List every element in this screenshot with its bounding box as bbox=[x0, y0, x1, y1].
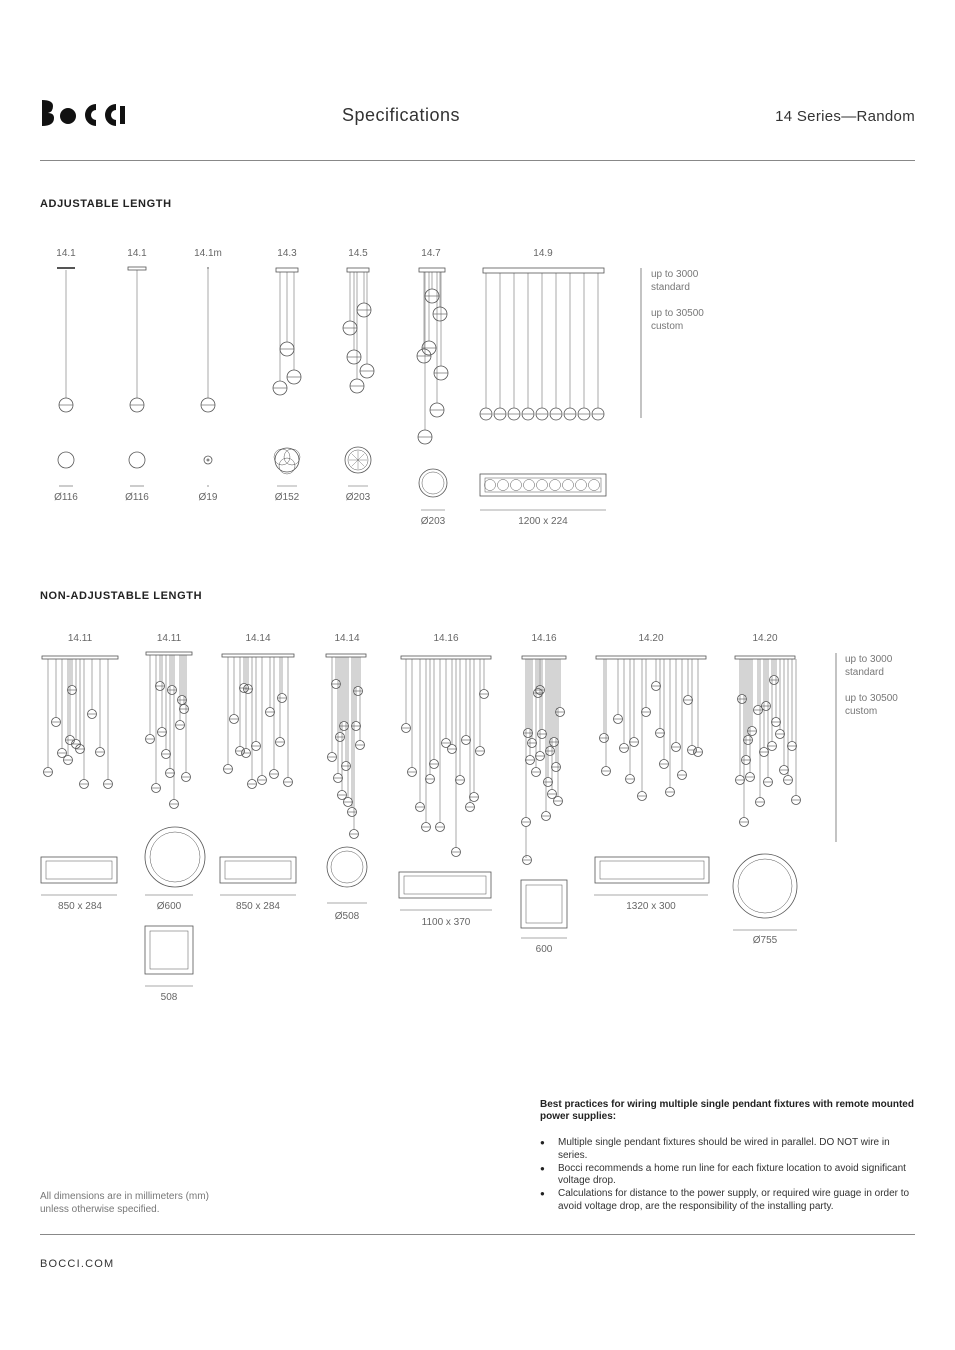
plan-view bbox=[485, 480, 496, 491]
fixture-dimension: Ø203 bbox=[420, 516, 446, 527]
fixture-code: 14.11 bbox=[67, 633, 93, 644]
plan-view bbox=[145, 827, 205, 887]
plan-view bbox=[145, 926, 193, 974]
fixture-dimension: 850 x 284 bbox=[236, 901, 280, 912]
best-practices-title: Best practices for wiring multiple single pendant fixtures with remote mounted power supplies: bbox=[540, 1099, 914, 1122]
fixture-code: 14.1m bbox=[194, 248, 222, 259]
canopy bbox=[42, 656, 118, 659]
plan-view bbox=[150, 931, 188, 969]
plan-view bbox=[480, 474, 606, 496]
fixture-dimension: Ø203 bbox=[345, 492, 371, 503]
fixture-code: 14.9 bbox=[533, 248, 553, 259]
plan-view bbox=[204, 456, 212, 464]
fixture-dimension: Ø116 bbox=[54, 492, 78, 503]
plan-view bbox=[521, 880, 567, 928]
page-title: Specifications bbox=[342, 105, 461, 125]
section-heading-non-adjustable: NON-ADJUSTABLE LENGTH bbox=[40, 590, 203, 602]
plan-view bbox=[358, 460, 364, 466]
fixture-dimension: 1100 x 370 bbox=[421, 917, 471, 928]
plan-view bbox=[207, 459, 209, 461]
footer-divider bbox=[40, 1234, 915, 1235]
fixture-dimension: Ø755 bbox=[752, 935, 778, 946]
fixture-dimension: 1200 x 224 bbox=[518, 516, 568, 527]
canopy bbox=[128, 267, 146, 270]
plan-view bbox=[358, 454, 364, 460]
plan-view bbox=[225, 861, 291, 879]
canopy bbox=[483, 268, 604, 273]
plan-view bbox=[46, 861, 112, 879]
plan-view bbox=[524, 480, 535, 491]
fixture-dimension: 508 bbox=[160, 992, 178, 1003]
fixture-code: 14.5 bbox=[348, 248, 368, 259]
fixture-code: 14.1 bbox=[127, 248, 147, 259]
plan-view bbox=[738, 859, 792, 913]
plan-view bbox=[129, 452, 145, 468]
website-link[interactable]: BOCCI.COM bbox=[40, 1258, 115, 1270]
dimensions-footnote: All dimensions are in millimeters (mm) unless otherwise specified. bbox=[40, 1191, 209, 1215]
fixture-dimension: Ø600 bbox=[156, 901, 182, 912]
fixture-code: 14.16 bbox=[433, 633, 459, 644]
canopy bbox=[347, 268, 369, 272]
plan-view bbox=[537, 480, 548, 491]
plan-view bbox=[284, 449, 300, 465]
canopy bbox=[735, 656, 795, 659]
canopy bbox=[222, 654, 294, 657]
fixture-dimension: Ø19 bbox=[198, 492, 218, 503]
plan-view bbox=[550, 480, 561, 491]
fixture-code: 14.11 bbox=[156, 633, 182, 644]
canopy bbox=[419, 268, 445, 272]
fixture-code: 14.20 bbox=[752, 633, 778, 644]
canopy bbox=[596, 656, 706, 659]
fixture-dimension: 850 x 284 bbox=[58, 901, 102, 912]
plan-view bbox=[733, 854, 797, 918]
canopy bbox=[326, 654, 366, 657]
plan-view bbox=[150, 832, 200, 882]
fixture-dimension: Ø508 bbox=[334, 911, 360, 922]
fixture-code: 14.14 bbox=[245, 633, 271, 644]
plan-view bbox=[422, 472, 444, 494]
section-heading-adjustable: ADJUSTABLE LENGTH bbox=[40, 198, 172, 210]
fixture-dimension: 1320 x 300 bbox=[626, 901, 676, 912]
best-practices-list bbox=[540, 1137, 915, 1214]
plan-view bbox=[589, 480, 600, 491]
plan-view bbox=[275, 448, 299, 472]
canopy bbox=[522, 656, 566, 659]
plan-view bbox=[576, 480, 587, 491]
fixture-code: 14.14 bbox=[334, 633, 360, 644]
list-item: ● Bocci recommends a home run line for each fixture location to avoid significant voltage drop. bbox=[540, 1163, 915, 1189]
plan-view bbox=[274, 449, 290, 465]
plan-view bbox=[327, 847, 367, 887]
plan-view bbox=[498, 480, 509, 491]
plan-view bbox=[526, 885, 562, 923]
fixture-code: 14.16 bbox=[531, 633, 557, 644]
fixture-code: 14.7 bbox=[421, 248, 441, 259]
fixture-dimension: Ø116 bbox=[125, 492, 149, 503]
plan-view bbox=[352, 460, 358, 466]
canopy bbox=[146, 652, 192, 655]
plan-view bbox=[600, 861, 704, 879]
length-note: up to 3000 standard up to 30500 custom bbox=[845, 654, 898, 717]
canopy bbox=[401, 656, 491, 659]
fixture-dimension: 600 bbox=[535, 944, 553, 955]
plan-view bbox=[352, 454, 358, 460]
plan-view bbox=[511, 480, 522, 491]
length-note: up to 3000 standard up to 30500 custom bbox=[651, 269, 704, 332]
plan-view bbox=[331, 851, 363, 883]
fixture-dimension: Ø152 bbox=[274, 492, 300, 503]
list-item: ● Calculations for distance to the power supply, or required wire guage in order to avoid voltage drop, are the responsibility of the installing party. bbox=[540, 1188, 915, 1214]
fixture-code: 14.20 bbox=[638, 633, 664, 644]
fixture-code: 14.3 bbox=[277, 248, 297, 259]
plan-view bbox=[58, 452, 74, 468]
plan-view bbox=[404, 876, 486, 894]
series-title: 14 Series—Random bbox=[775, 108, 915, 125]
list-item: ● Multiple single pendant fixtures should be wired in parallel. DO NOT wire in series. bbox=[540, 1137, 915, 1163]
canopy bbox=[276, 268, 298, 272]
plan-view bbox=[563, 480, 574, 491]
plan-view bbox=[419, 469, 447, 497]
fixture-code: 14.1 bbox=[56, 248, 76, 259]
